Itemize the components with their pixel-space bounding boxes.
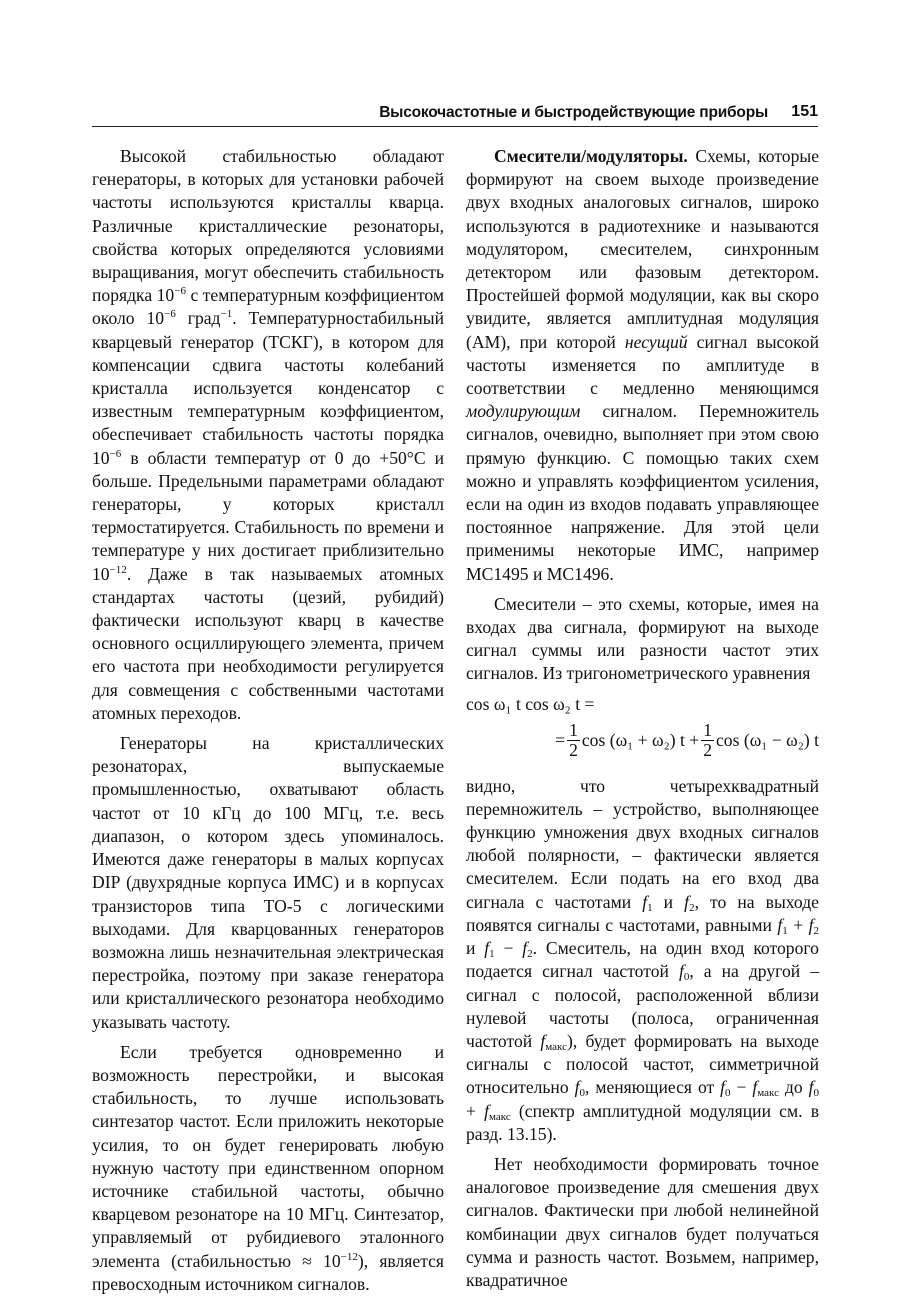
page-number: 151 (791, 103, 818, 120)
running-header-title: Высокочастотные и быстродействующие приборы (379, 104, 768, 121)
section-heading: Смесители/модуляторы. (494, 146, 688, 166)
paragraph-mixers-definition: Смесители – это схемы, которые, имея на входах два сигнала, формируют на выходе сигнал суммы или разности частот этих сигналов. Из тригонометрического уравнения (466, 593, 819, 684)
formula-rhs: = $\frac{1}{2}$ cos (ω₁ + ω₂) t + $\frac{1}{2}$ cos (ω₁ − ω₂) t (555, 720, 819, 761)
fraction-half: $\frac{1}{2}$ (703, 720, 712, 761)
formula-lhs: cos ω₁ t cos ω₂ t = (466, 693, 595, 714)
paragraph-frequency-synthesizer: Если требуется одновременно и возможность перестройки, и высокая стабильность, то лучше использовать синтезатор частот. Если приложить некоторые усилия, то он будет генерировать любую нужную частоту при единственном опорном источнике стабильной частоты, обычно кварцевом резонаторе на 10 МГц. Синтезатор, управляемый от рубидиевого эталонного элемента (стабильностью ≈ $10^{-12}$), является превосходным источником сигналов. (92, 1041, 444, 1294)
running-header (92, 103, 818, 127)
paragraph-nonlinear-mixing: Нет необходимости формировать точное аналоговое произведение для смешения двух сигналов. Фактически при любой нелинейной комбинации двух сигналов будет получаться сумма и разность частот. Возьмем, например, квадратичное (466, 1153, 819, 1290)
fraction-half: $\frac{1}{2}$ (569, 720, 578, 761)
paragraph-mixers-modulators: Смесители/модуляторы. Схемы, которые формируют на своем выходе произведение двух входных аналоговых сигналов, широко используются в радиотехнике и называются модулятором, смесителем, синхронным детектором или фазовым детектором. Простейшей формой модуляции, как вы скоро увидите, является амплитудная модуляция (АМ), при которой несущий сигнал высокой частоты изменяется по амплитуде в соответствии с медленно меняющимся модулирующим сигналом. Перемножитель сигналов, очевидно, выполняет при этом свою прямую функцию. С помощью таких схем можно и управлять коэффициентом усиления, если на один из входов подавать управляющее постоянное напряжение. Для этой цели применимы некоторые ИМС, например МС1495 и МС1496. (466, 146, 819, 584)
right-column (466, 145, 819, 1299)
paragraph-crystal-generators: Генераторы на кристаллических резонаторах, выпускаемые промышленностью, охватывают область частот от 10 кГц до 100 МГц, т.е. весь диапазон, о котором здесь упоминалось. Имеются даже генераторы в малых корпусах DIP (двухрядные корпуса ИМС) и в корпусах транзисторов типа ТО-5 с логическими выходами. Для кварцованных генераторов возможна лишь незначительная электрическая перестройка, поэтому при заказе генератора или кристаллического резонатора необходимо указывать частоту. (92, 733, 444, 1032)
paragraph-multiplier-as-mixer: видно, что четырехквадратный перемножитель – устройство, выполняющее функцию умножения двух входных сигналов любой полярности, – фактически является смесителем. Если подать на его вход два сигнала с частотами $f_1$ и $f_2$, то на выходе появятся сигналы с частотами, равными $f_1 + f_2$ и $f_1 - f_2$. Смеситель, на один вход которого подается сигнал частотой $f_0$, а на другой – сигнал с полосой, расположенной вблизи нулевой частоты (полоса, ограниченная частотой $f_{макс}$), будет формировать на выходе сигналы с полосой частот, симметричной относительно $f_0$, меняющиеся от $f_0 - f_{макс}$ до $f_0 + f_{макс}$ (спектр амплитудной модуляции см. в разд. 13.15). (466, 775, 819, 1144)
trig-formula (466, 693, 819, 765)
paragraph-crystal-oscillators: Высокой стабильностью обладают генераторы, в которых для установки рабочей частоты используются кристаллы кварца. Различные кристаллические резонаторы, свойства которых определяются условиями выращивания, могут обеспечить стабильность порядка $10^{-6}$ с температурным коэффициентом около $10^{-6}$ град$^{-1}$. Температурностабильный кварцевый генератор (ТСКГ), в котором для компенсации сдвига частоты колебаний кристалла используется конденсатор с известным температурным коэффициентом, обеспечивает стабильность частоты порядка $10^{-6}$ в области температур от 0 до +50°С и больше. Предельными параметрами обладают генераторы, у которых кристалл термостатируется. Стабильность по времени и температуре у них достигает приблизительно $10^{-12}$. Даже в так называемых атомных стандартах частоты (цезий, рубидий) фактически используют кварц в качестве основного осциллирующего элемента, причем его частота при необходимости регулируется для совмещения с собственными частотами атомных переходов. (92, 146, 444, 723)
left-column (92, 145, 444, 1303)
header-rule (92, 126, 818, 127)
